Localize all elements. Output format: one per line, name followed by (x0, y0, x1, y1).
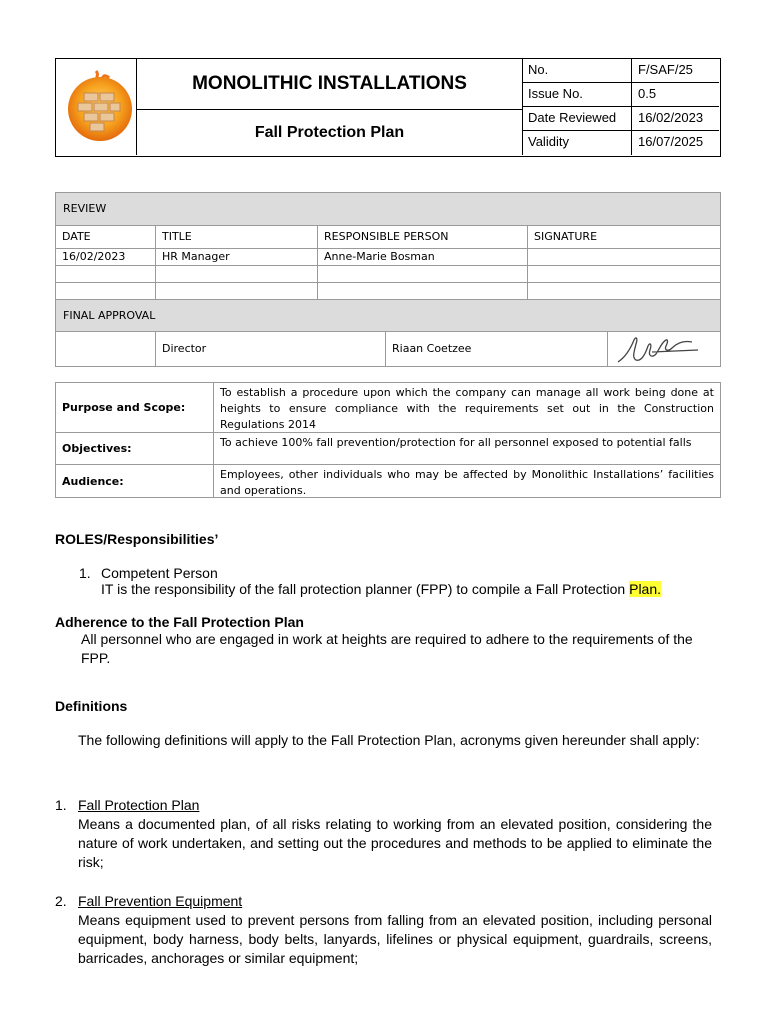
empty-cell (156, 283, 318, 299)
meta-key: Date Reviewed (522, 107, 632, 130)
empty-cell (318, 283, 528, 299)
empty-cell (156, 266, 318, 282)
meta-row (522, 83, 719, 107)
review-person: Anne-Marie Bosman (318, 249, 528, 265)
table-row (56, 266, 720, 283)
empty-cell (56, 332, 156, 366)
document-header (55, 58, 721, 157)
audience-text: Employees, other individuals who may be affected by Monolithic Installations’ facilities and operations. (220, 468, 714, 497)
review-signature (528, 249, 720, 265)
approver-title: Director (156, 332, 386, 366)
role-text: IT is the responsibility of the fall protection planner (FPP) to compile a Fall Protection (101, 581, 630, 597)
purpose-table (55, 382, 721, 498)
adherence-heading: Adherence to the Fall Protection Plan (55, 614, 304, 630)
document-meta (522, 59, 719, 155)
review-title: HR Manager (156, 249, 318, 265)
meta-value: F/SAF/25 (638, 62, 693, 77)
empty-cell (318, 266, 528, 282)
review-header-row (56, 226, 720, 249)
objectives-label: Objectives: (56, 433, 214, 464)
column-header: TITLE (156, 226, 318, 248)
audience-label: Audience: (56, 465, 214, 497)
meta-key: Validity (522, 131, 632, 155)
table-row (56, 465, 720, 497)
list-number: 2. (55, 893, 67, 909)
meta-row (522, 107, 719, 131)
definition-text: Means a documented plan, of all risks relating to working from an elevated position, considering the nature of work undertaken, and setting out the procedures and methods to be applied to eliminate the risk; (78, 816, 712, 870)
objectives-text: To achieve 100% fall prevention/protection for all personnel exposed to potential falls (220, 436, 692, 449)
column-header: DATE (56, 226, 156, 248)
meta-value: 0.5 (638, 86, 657, 101)
empty-cell (528, 283, 720, 299)
empty-cell (56, 283, 156, 299)
meta-value: 16/07/2025 (638, 134, 704, 149)
final-approval-heading: FINAL APPROVAL (56, 300, 720, 332)
adherence-text: All personnel who are engaged in work at heights are required to adhere to the requirements of the FPP. (81, 631, 693, 666)
list-number: 1. (55, 797, 67, 813)
role-title: Competent Person (101, 565, 218, 581)
table-row (56, 283, 720, 300)
final-approval-row (56, 332, 720, 366)
meta-key: No. (522, 59, 632, 82)
meta-row (522, 131, 719, 155)
meta-value: 16/02/2023 (638, 110, 704, 125)
meta-row (522, 59, 719, 83)
column-header: RESPONSIBLE PERSON (318, 226, 528, 248)
definition-term: Fall Protection Plan (78, 797, 200, 813)
purpose-text: To establish a procedure upon which the company can manage all work being done at heights to ensure compliance with the requirements set out in the Construction Regulations 2014 (220, 386, 714, 431)
column-header: SIGNATURE (534, 230, 598, 243)
definition-term: Fall Prevention Equipment (78, 893, 243, 909)
review-date: 16/02/2023 (56, 249, 156, 265)
review-table (55, 192, 721, 367)
signature-cell (608, 332, 720, 366)
definition-text: Means equipment used to prevent persons from falling from an elevated position, including personal equipment, body harness, body belts, lanyards, lifelines or physical equipment, guardrails, screens, barricades, anchorages or similar equipment; (78, 912, 712, 966)
definitions-heading: Definitions (55, 698, 128, 714)
table-row (56, 383, 720, 433)
table-row (56, 249, 720, 266)
list-number: 1. (79, 565, 91, 581)
review-heading: REVIEW (56, 193, 720, 226)
highlighted-word: Plan. (629, 581, 662, 597)
handwritten-signature (612, 332, 712, 366)
purpose-label: Purpose and Scope: (56, 383, 214, 432)
document-title: Fall Protection Plan (137, 110, 523, 155)
definitions-intro: The following definitions will apply to the Fall Protection Plan, acronyms given hereunder shall apply: (78, 732, 700, 748)
meta-key: Issue No. (522, 83, 632, 106)
empty-cell (56, 266, 156, 282)
company-logo (56, 59, 136, 155)
empty-cell (528, 266, 720, 282)
company-name: MONOLITHIC INSTALLATIONS (137, 59, 523, 110)
table-row (56, 433, 720, 465)
logo-cell (56, 59, 137, 155)
roles-heading: ROLES/Responsibilities’ (55, 531, 219, 547)
role-description (101, 580, 661, 599)
approver-name: Riaan Coetzee (386, 332, 608, 366)
